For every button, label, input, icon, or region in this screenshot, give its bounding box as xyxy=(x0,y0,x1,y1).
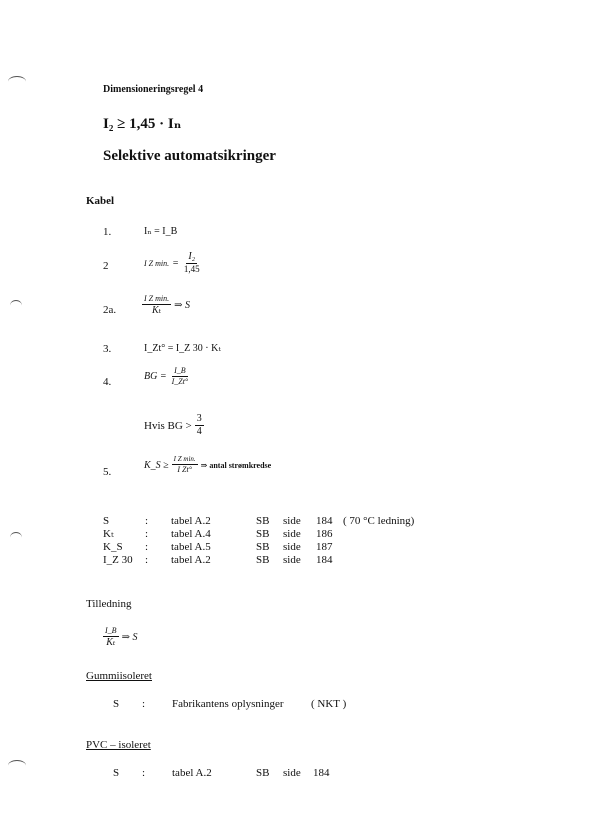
fraction-numerator: I_B xyxy=(174,366,186,375)
fraction-numerator: I Z min. xyxy=(144,294,170,303)
row-book: SB xyxy=(256,554,270,566)
step-formula: Iₙ = I_B xyxy=(144,226,178,237)
row-symbol: Kₜ xyxy=(103,528,114,540)
row-book: SB xyxy=(256,515,270,527)
formula-lhs: BG = xyxy=(144,371,167,382)
row-note: ( NKT ) xyxy=(311,698,347,710)
tilledning-formula xyxy=(103,627,137,648)
row-symbol: I_Z 30 xyxy=(103,554,133,566)
row-page: 187 xyxy=(316,541,333,553)
condition-text: Hvis BG > xyxy=(144,419,192,432)
row-page: 184 xyxy=(316,554,333,566)
row-symbol: S xyxy=(113,767,120,779)
row-table: tabel A.5 xyxy=(171,541,211,553)
table-row xyxy=(103,528,433,541)
tilledning-heading: Tilledning xyxy=(86,598,132,610)
row-separator: : xyxy=(145,528,149,540)
row-side: side xyxy=(283,515,301,527)
gummiisoleret-row xyxy=(113,698,373,712)
row-side: side xyxy=(283,767,301,779)
fraction xyxy=(172,456,198,474)
step-number: 5. xyxy=(103,466,112,478)
step-formula xyxy=(144,367,190,386)
fraction xyxy=(170,367,191,386)
formula-result: ⇒ S xyxy=(174,300,191,311)
kabel-heading: Kabel xyxy=(86,195,115,207)
formula-eq: = xyxy=(172,257,179,269)
fraction xyxy=(142,295,171,316)
formula-result: ⇒ S xyxy=(121,632,138,643)
reference-table xyxy=(103,515,433,567)
fraction-denominator: I Zt° xyxy=(177,465,192,474)
row-separator: : xyxy=(142,698,146,710)
row-book: SB xyxy=(256,541,270,553)
table-row xyxy=(103,515,433,528)
row-table: tabel A.4 xyxy=(171,528,211,540)
row-table: tabel A.2 xyxy=(172,767,212,779)
row-book: SB xyxy=(256,767,270,779)
condition-formula xyxy=(144,414,204,437)
row-symbol: K_S xyxy=(103,541,123,553)
fraction-denominator: 4 xyxy=(196,426,202,437)
row-side: side xyxy=(283,528,301,540)
table-row xyxy=(103,554,433,567)
fraction-denominator: Kₜ xyxy=(106,637,116,648)
fraction-numerator: I Z min. xyxy=(173,455,196,463)
formula-lhs: K_S ≥ xyxy=(144,459,169,471)
step-formula xyxy=(144,456,271,474)
row-table: tabel A.2 xyxy=(171,554,211,566)
step-formula xyxy=(142,295,190,316)
fraction-numerator: I_B xyxy=(105,626,117,635)
row-separator: : xyxy=(142,767,146,779)
row-separator: : xyxy=(145,541,149,553)
margin-mark xyxy=(8,76,26,87)
page-title: Selektive automatsikringer xyxy=(103,148,276,164)
fraction xyxy=(103,627,119,648)
step-number: 1. xyxy=(103,226,112,238)
step-number: 2a. xyxy=(103,304,117,316)
row-page: 184 xyxy=(316,515,333,527)
fraction-denominator: Kₜ xyxy=(151,305,162,316)
step-number: 4. xyxy=(103,376,112,388)
row-symbol: S xyxy=(103,515,110,527)
step-number: 2 xyxy=(103,260,109,272)
row-table: tabel A.2 xyxy=(171,515,211,527)
row-page: 186 xyxy=(316,528,333,540)
formula-lhs: I Z min. xyxy=(144,258,170,268)
row-note: ( 70 °C ledning) xyxy=(343,515,415,527)
margin-mark xyxy=(10,532,22,543)
fraction-denominator: 1,45 xyxy=(183,264,200,274)
margin-mark xyxy=(8,760,26,771)
fraction-numerator: I₂ xyxy=(188,251,196,262)
fraction xyxy=(182,252,202,274)
row-symbol: S xyxy=(113,698,120,710)
row-book: SB xyxy=(256,528,270,540)
fraction-denominator: I_Zt° xyxy=(171,377,189,386)
row-page: 184 xyxy=(313,767,330,779)
table-row xyxy=(103,541,433,554)
pvc-row xyxy=(113,767,343,781)
row-separator: : xyxy=(145,515,149,527)
rule-heading: Dimensioneringsregel 4 xyxy=(103,84,204,95)
fraction xyxy=(195,414,204,437)
step-formula xyxy=(144,252,202,274)
row-separator: : xyxy=(145,554,149,566)
fraction-numerator: 3 xyxy=(196,413,202,424)
step-number: 3. xyxy=(103,343,112,355)
row-side: side xyxy=(283,554,301,566)
formula-result: ⇒ antal strømkredse xyxy=(200,461,272,470)
row-text: Fabrikantens oplysninger xyxy=(172,698,284,710)
step-formula: I_Zt° = I_Z 30 · Kₜ xyxy=(144,343,221,354)
rule-formula: I₂ ≥ 1,45 · Iₙ xyxy=(103,116,182,132)
gummiisoleret-heading: Gummiisoleret xyxy=(86,670,152,682)
pvc-heading: PVC – isoleret xyxy=(86,739,151,751)
row-side: side xyxy=(283,541,301,553)
margin-mark xyxy=(10,300,22,311)
